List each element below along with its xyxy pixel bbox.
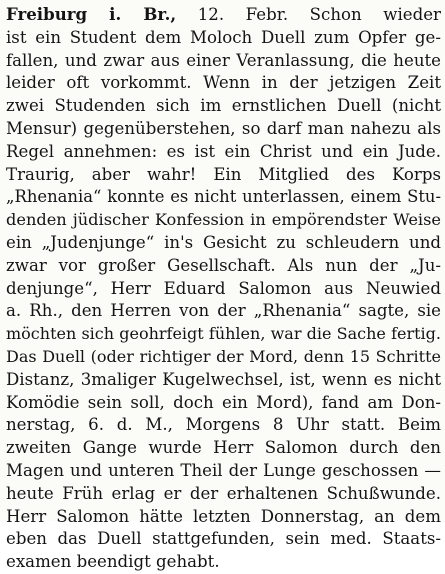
dateline: Freiburg i. Br., [6,4,177,24]
article-line-8: Traurig, aber wahr! Ein Mitglied des Korps [6,164,441,184]
article-line-11: ein „Judenjunge“ in's Gesicht zu schleudern und [6,232,441,252]
article-line-4: leider oft vorkommt. Wenn in der jetzigen Zeit [6,73,441,93]
article-line-2: ist ein Student dem Moloch Duell zum Opfer ge- [6,27,441,47]
article-line-1-rest: 12. Febr. Schon wieder [197,5,441,24]
article-line-16: Das Duell (oder richtiger der Mord, denn 15 Schritte [6,346,441,366]
article-line-21: Magen und unteren Theil der Lunge geschossen — [6,460,441,480]
article-line-6: Mensur) gegenüberstehen, so darf man nahezu als [6,118,441,138]
article-text [6,3,441,574]
article-line-15: möchten sich geohrfeigt fühlen, war die Sache fertig. [6,324,441,344]
article-line-22: heute Früh erlag er der erhaltenen Schußwunde. [6,483,441,503]
article-line-13: denjunge“, Herr Eduard Salomon aus Neuwied [6,278,441,298]
article-line-14: a. Rh., den Herren von der „Rhenania“ sagte, sie [6,301,441,321]
article-line-24: eben das Duell stattgefunden, sein med. Staats- [6,529,441,549]
article-line-20: zweiten Gange wurde Herr Salomon durch den [6,438,441,458]
article-line-9: „Rhenania“ konnte es nicht unterlassen, einem Stu- [6,187,441,207]
article-line-18: Komödie sein soll, doch ein Mord), fand am Don- [6,392,441,412]
article-line-25: examen beendigt gehabt. [6,552,220,572]
article-line-1 [6,3,441,27]
article-line-5: zwei Studenden sich im ernstlichen Duell (nicht [6,96,441,116]
article-line-12: zwar vor großer Gesellschaft. Als nun der „Ju- [6,255,441,275]
article-line-17: Distanz, 3maliger Kugelwechsel, ist, wenn es nicht [6,369,441,389]
article-line-10: denden jüdischer Konfession in empörendster Weise [6,210,441,230]
article-line-19: nerstag, 6. d. M., Morgens 8 Uhr statt. Beim [6,415,441,435]
article-line-3: fallen, und zwar aus einer Veranlassung, die heute [6,50,441,70]
article-line-23: Herr Salomon hätte letzten Donnerstag, an dem [6,506,441,526]
article-line-7: Regel annehmen: es ist ein Christ und ein Jude. [6,141,441,161]
